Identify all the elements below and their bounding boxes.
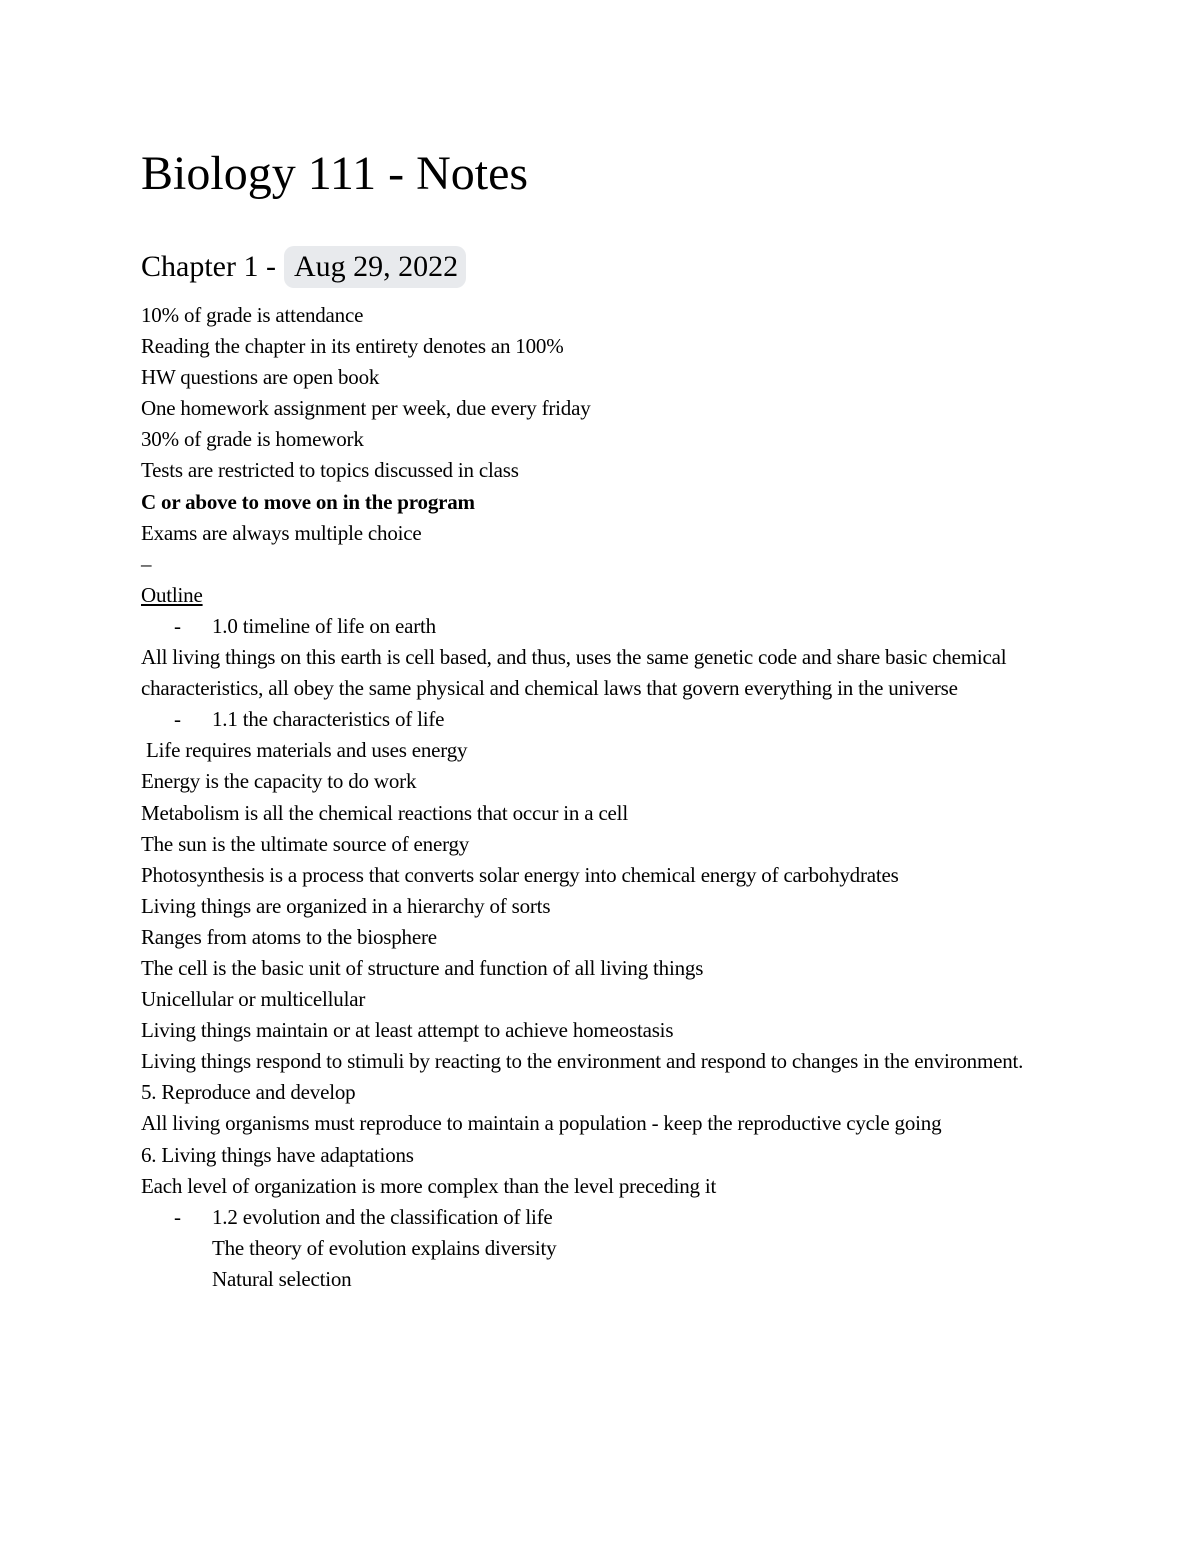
note-line: Ranges from atoms to the biosphere — [141, 924, 437, 949]
date-chip[interactable]: Aug 29, 2022 — [284, 246, 466, 288]
note-line: Living things are organized in a hierarchy of sorts — [141, 893, 551, 918]
note-line: Photosynthesis is a process that converts solar energy into chemical energy of carbohydrates — [141, 862, 899, 887]
bullet-dash: - — [174, 613, 181, 638]
note-line: Reading the chapter in its entirety denotes an 100% — [141, 334, 564, 359]
separator-dash: – — [141, 551, 152, 576]
note-line: Metabolism is all the chemical reactions that occur in a cell — [141, 800, 628, 825]
note-line: Living things maintain or at least attempt to achieve homeostasis — [141, 1018, 674, 1043]
bullet-item — [141, 611, 1071, 642]
bullet-text: 1.0 timeline of life on earth — [212, 613, 436, 638]
note-line: 10% of grade is attendance — [141, 303, 364, 327]
note-line: Unicellular or multicellular — [141, 987, 366, 1012]
note-line: Exams are always multiple choice — [141, 520, 422, 545]
indented-line: The theory of evolution explains diversity — [212, 1235, 557, 1260]
note-paragraph: Living things respond to stimuli by reacting to the environment and respond to changes in the environment. — [141, 1049, 1024, 1074]
note-line: The sun is the ultimate source of energy — [141, 831, 470, 856]
chapter-heading — [141, 246, 1071, 288]
note-paragraph: All living things on this earth is cell based, and thus, uses the same genetic code and share basic chemical characteristics, all obey the same physical and chemical laws that govern everything in the universe — [141, 645, 1007, 701]
outline-heading — [141, 580, 1071, 611]
note-line: Energy is the capacity to do work — [141, 769, 417, 794]
bullet-text: 1.2 evolution and the classification of life — [212, 1204, 553, 1229]
chapter-label: Chapter 1 - — [141, 250, 276, 283]
note-line: 30% of grade is homework — [141, 427, 364, 452]
note-paragraph: All living organisms must reproduce to maintain a population - keep the reproductive cycle going — [141, 1111, 942, 1136]
note-line: Life requires materials and uses energy — [141, 738, 468, 763]
note-line: Each level of organization is more complex than the level preceding it — [141, 1173, 717, 1198]
bullet-text: 1.1 the characteristics of life — [212, 707, 445, 732]
note-line: HW questions are open book — [141, 365, 380, 390]
note-line: 5. Reproduce and develop — [141, 1080, 356, 1105]
bullet-item — [141, 1202, 1071, 1233]
bullet-item — [141, 704, 1071, 735]
note-line: One homework assignment per week, due every friday — [141, 396, 591, 421]
bullet-dash: - — [174, 707, 181, 732]
bullet-dash: - — [174, 1204, 181, 1229]
document-title: Biology 111 - Notes — [141, 147, 529, 200]
indented-line: Natural selection — [212, 1266, 352, 1291]
note-line-bold: C or above to move on in the program — [141, 489, 475, 514]
note-line: Tests are restricted to topics discussed in class — [141, 458, 519, 483]
outline-heading-text: Outline — [141, 582, 203, 607]
note-line: 6. Living things have adaptations — [141, 1142, 414, 1167]
document-body — [141, 146, 1071, 1295]
note-line: The cell is the basic unit of structure and function of all living things — [141, 955, 704, 980]
notes-list — [141, 300, 1071, 1295]
